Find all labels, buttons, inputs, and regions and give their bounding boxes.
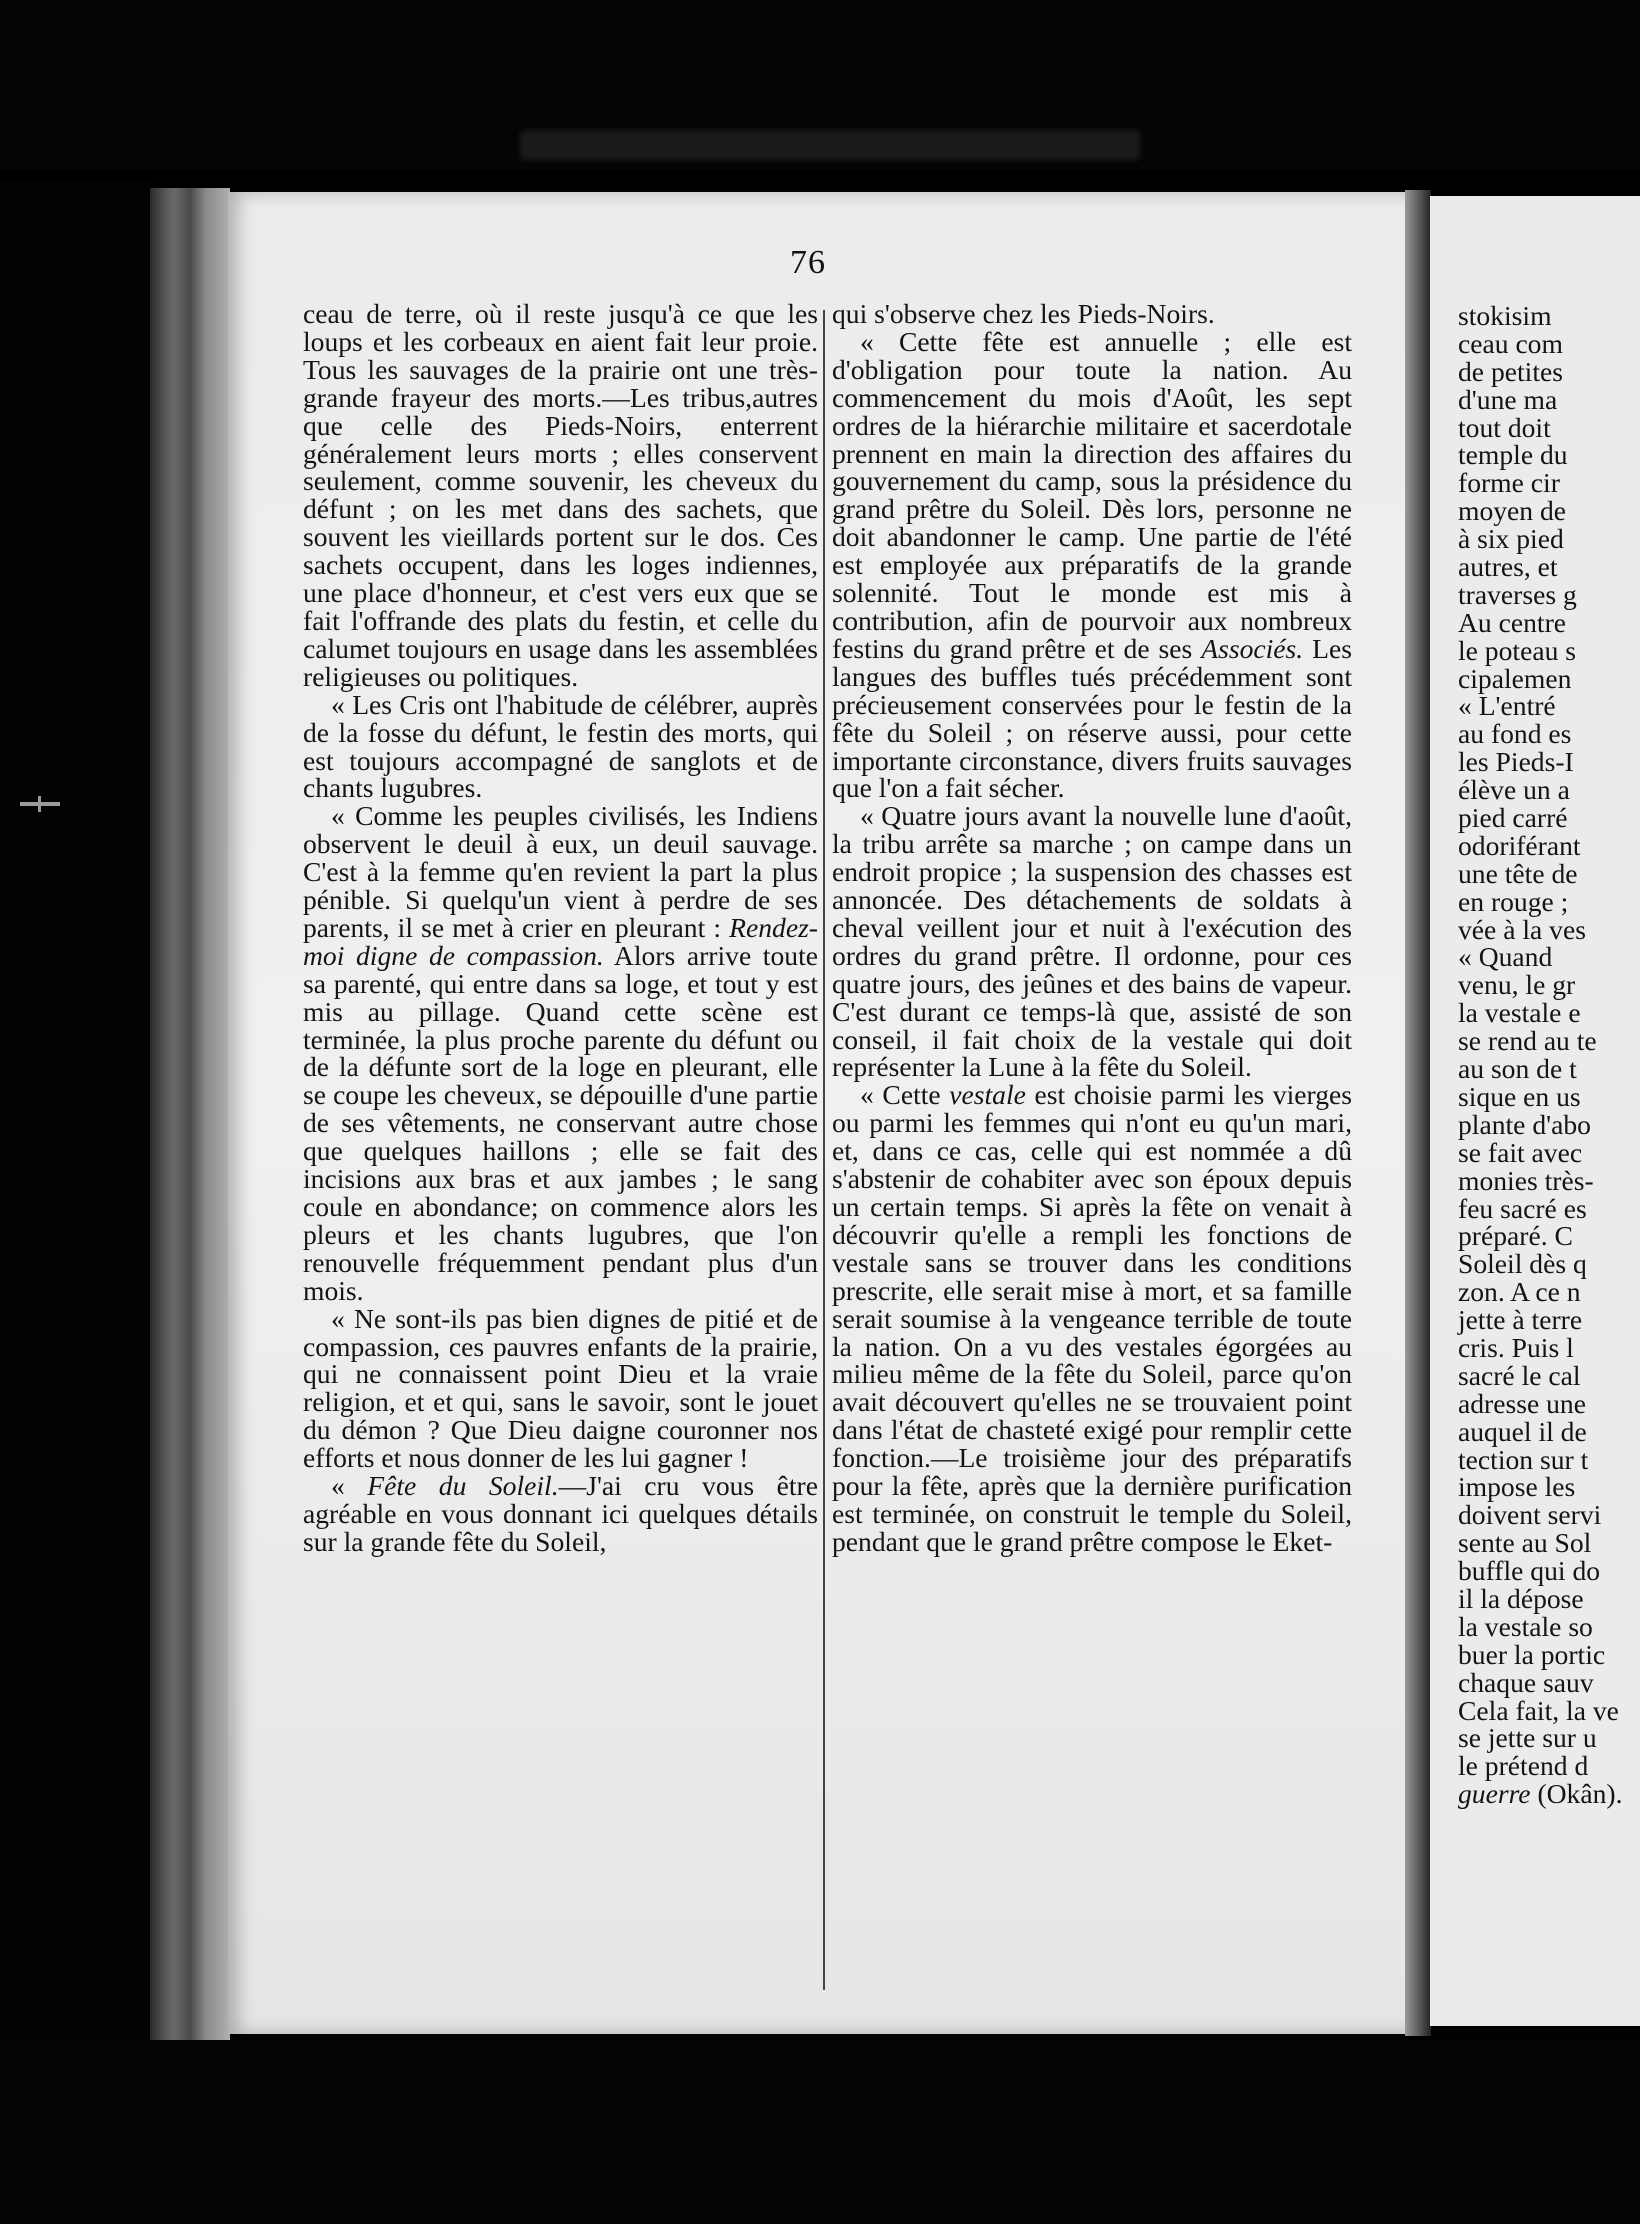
fragment-line: préparé. C	[1458, 1220, 1573, 1252]
paragraph-text: ceau de terre, où il reste jusqu'à ce que les loups et les corbeaux en aient fait leur proie. Tous les sauvages de la prairie ont une très-grande frayeur des morts.—Les tribus,autres que celle des Pieds-Noirs, enterrent généralement leurs morts ; elles conservent seulement, comme souvenir, les cheveux du défunt ; on les met dans des sachets, que souvent les vieillards portent sur le dos. Ces sachets occupent, dans les loges indiennes, une place d'honneur, et c'est vers eux que se fait l'offrande des plats du festin, et celle du calumet toujours en usage dans les assemblées religieuses ou politiques.	[303, 298, 818, 692]
fragment-line: les Pieds-I	[1458, 746, 1574, 778]
italic-phrase: vestale	[949, 1079, 1026, 1111]
italic-phrase: Rendez-moi digne de compassion.	[303, 911, 818, 971]
paragraph-text: —J'ai cru vous être agréable en vous donnant ici quelques détails sur la grande fête du Soleil,	[303, 1470, 818, 1557]
fragment-line: moyen de	[1458, 495, 1567, 527]
fragment-line: forme cir	[1458, 467, 1560, 499]
paragraph-text: «	[331, 1470, 368, 1502]
fragment-line: buffle qui do	[1458, 1555, 1601, 1587]
fragment-line: plante d'abo	[1458, 1108, 1591, 1140]
paragraph	[303, 688, 818, 804]
next-page-fragment	[1430, 196, 1640, 2026]
fragment-line: se jette sur u	[1458, 1722, 1597, 1754]
fragment-line: traverses g	[1458, 578, 1577, 610]
fragment-line: la vestale so	[1458, 1610, 1593, 1642]
fragment-line: monies très-	[1458, 1164, 1594, 1196]
book-page-edges	[150, 188, 230, 2040]
fragment-line: sacré le cal	[1458, 1359, 1581, 1391]
next-page-text	[1458, 302, 1640, 1808]
paragraph-text: Les langues des buffles tués précédemment sont précieusement conservées pour le festin de la fête du Soleil ; on réserve aussi, pour cette importante circonstance, divers fruits sauvages que l'on a fait sécher.	[832, 632, 1352, 804]
paragraph-text: est choisie parmi les vierges ou parmi les femmes qui n'ont eu qu'un mari, et, dans ce cas, celle qui est nommée a dû s'abstenir de cohabiter avec son époux depuis un certain temps. Si après la fête on venait à découvrir qu'elle a rempli les fonctions de vestale sans se trouver dans les conditions prescrite, elle serait mise à mort, et sa famille serait soumise à la vengeance terrible de toute la nation. On a vu des vestales égorgées au milieu même de la fête du Soleil, parce qu'on avait découvert qu'elles ne se trouvaient point dans l'état de chasteté exigé pour remplir cette fonction.—Le troisième jour des préparatifs pour la fête, après que la dernière purification est terminée, on construit le temple du Soleil, pendant que le grand prêtre compose le Eket-	[832, 1079, 1352, 1557]
fragment-line: jette à terre	[1458, 1304, 1583, 1336]
fragment-line: vée à la ves	[1458, 913, 1586, 945]
bleed-through-mark	[520, 130, 1140, 160]
fragment-line: « L'entré	[1458, 690, 1556, 722]
fragment-line: pied carré	[1458, 802, 1568, 834]
fragment-line: de petites	[1458, 355, 1563, 387]
paragraph-text: qui s'observe chez les Pieds-Noirs.	[832, 298, 1215, 329]
fragment-line: en rouge ;	[1458, 885, 1569, 917]
fragment-text: (Okân).	[1530, 1778, 1623, 1810]
fragment-line: doivent servi	[1458, 1499, 1602, 1531]
paragraph-text: « Ne sont-ils pas bien dignes de pitié et de compassion, ces pauvres enfants de la prairie, qui ne connaissent point Dieu et la vraie religion, et et qui, sans le savoir, sont le jouet du démon ? Que Dieu daigne couronner nos efforts et nous donner de les lui gagner !	[303, 1302, 818, 1474]
book-gutter	[1405, 190, 1431, 2036]
paragraph	[303, 1472, 818, 1556]
page-number: 76	[790, 244, 826, 281]
paragraph	[303, 300, 818, 691]
paragraph	[303, 1302, 818, 1474]
text-column-right	[832, 300, 1352, 1556]
fragment-line: sique en us	[1458, 1080, 1581, 1112]
paragraph-text: Alors arrive toute sa parenté, qui entre dans sa loge, et tout y est mis au pillage. Quand cette scène est terminée, la plus proche parente du défunt ou de la défunte sort de la loge en pleurant, elle se coupe les cheveux, se dépouille d'une partie de ses vêtements, ne conservant autre chose que quelques haillons ; elle se fait des incisions aux bras et aux jambes ; le sang coule en abondance; on commence alors les pleurs et les chants lugubres, que l'on renouvelle fréquemment pendant plus d'un mois.	[303, 939, 818, 1306]
fragment-line: d'une ma	[1458, 383, 1558, 415]
film-border-bottom	[0, 2040, 1640, 2224]
fragment-line: cris. Puis l	[1458, 1331, 1574, 1363]
fragment-line: auquel il de	[1458, 1415, 1587, 1447]
fragment-line: à six pied	[1458, 523, 1564, 555]
fragment-line: feu sacré es	[1458, 1192, 1587, 1224]
fragment-line: Cela fait, la ve	[1458, 1694, 1619, 1726]
fragment-line: autres, et	[1458, 551, 1558, 583]
paragraph	[832, 325, 1352, 804]
fragment-line: impose les	[1458, 1471, 1576, 1503]
paragraph	[832, 1081, 1352, 1555]
fragment-line: se fait avec	[1458, 1136, 1583, 1168]
registration-mark-vertical	[38, 796, 41, 812]
fragment-line: se rend au te	[1458, 1025, 1597, 1057]
fragment-line: au son de t	[1458, 1053, 1577, 1085]
fragment-line: sente au Sol	[1458, 1527, 1592, 1559]
fragment-line: cipalemen	[1458, 662, 1572, 694]
paragraph-text: « Cette	[860, 1079, 950, 1111]
fragment-line: une tête de	[1458, 857, 1578, 889]
italic-phrase: guerre	[1458, 1778, 1531, 1810]
fragment-line: adresse une	[1458, 1387, 1586, 1419]
fragment-line: odoriférant	[1458, 829, 1581, 861]
fragment-line: stokisim	[1458, 300, 1552, 331]
fragment-line: ceau com	[1458, 327, 1563, 359]
paragraph-text: « Comme les peuples civilisés, les Indiens observent le deuil à eux, un deuil sauvage. C'est à la femme qu'en revient la part la plus pénible. Si quelqu'un vient à perdre de ses parents, il se met à crier en pleurant :	[303, 800, 818, 943]
fragment-line: au fond es	[1458, 718, 1572, 750]
fragment-line: tout doit	[1458, 411, 1551, 443]
fragment-line: buer la portic	[1458, 1638, 1606, 1670]
fragment-line: temple du	[1458, 439, 1568, 471]
fragment-line: le prétend d	[1458, 1750, 1589, 1782]
paragraph-text: « Les Cris ont l'habitude de célébrer, auprès de la fosse du défunt, le festin des morts, qui est toujours accompagné de sanglots et de chants lugubres.	[303, 688, 818, 804]
fragment-line: Soleil dès q	[1458, 1248, 1587, 1280]
fragment-line: Au centre	[1458, 606, 1567, 638]
italic-phrase: Associés.	[1201, 632, 1304, 664]
fragment-line: il la dépose	[1458, 1582, 1584, 1614]
fragment-line: venu, le gr	[1458, 969, 1576, 1001]
paragraph	[832, 802, 1352, 1081]
fragment-line: élève un a	[1458, 774, 1570, 806]
paragraph-text: « Cette fête est annuelle ; elle est d'obligation pour toute la nation. Au commencement du mois d'Août, les sept ordres de la hiérarchie militaire et sacerdotale prennent en main la direction des affaires du gouvernement du camp, sous la présidence du grand prêtre du Soleil. Dès lors, personne ne doit abandonner le camp. Une partie de l'été est employée aux préparatifs de la grande solennité. Tout le monde est mis à contribution, afin de pourvoir aux nombreux festins du grand prêtre et de ses	[832, 325, 1352, 664]
fragment-line: zon. A ce n	[1458, 1276, 1581, 1308]
column-divider	[823, 310, 825, 1990]
fragment-line: le poteau s	[1458, 634, 1577, 666]
fragment-line: « Quand	[1458, 941, 1553, 973]
paragraph	[303, 802, 818, 1304]
film-border-left	[0, 180, 150, 2040]
fragment-line	[1458, 1780, 1640, 1808]
fragment-line: chaque sauv	[1458, 1666, 1594, 1698]
paragraph-text: « Quatre jours avant la nouvelle lune d'août, la tribu arrête sa marche ; on campe dans un endroit propice ; la suspension des chasses est annoncée. Des détachements de soldats à cheval veillent jour et nuit à l'exécution des ordres du grand prêtre. Il ordonne, pour ces quatre jours, des jeûnes et des bains de vapeur. C'est durant ce temps-là que, assisté de son conseil, il fait choix de la vestale qui doit représenter la Lune à la fête du Soleil.	[832, 800, 1352, 1083]
paragraph	[832, 300, 1352, 328]
fragment-line: tection sur t	[1458, 1443, 1589, 1475]
fragment-line: la vestale e	[1458, 997, 1581, 1029]
text-column-left	[303, 300, 818, 1556]
italic-phrase: Fête du Soleil.	[367, 1470, 559, 1502]
